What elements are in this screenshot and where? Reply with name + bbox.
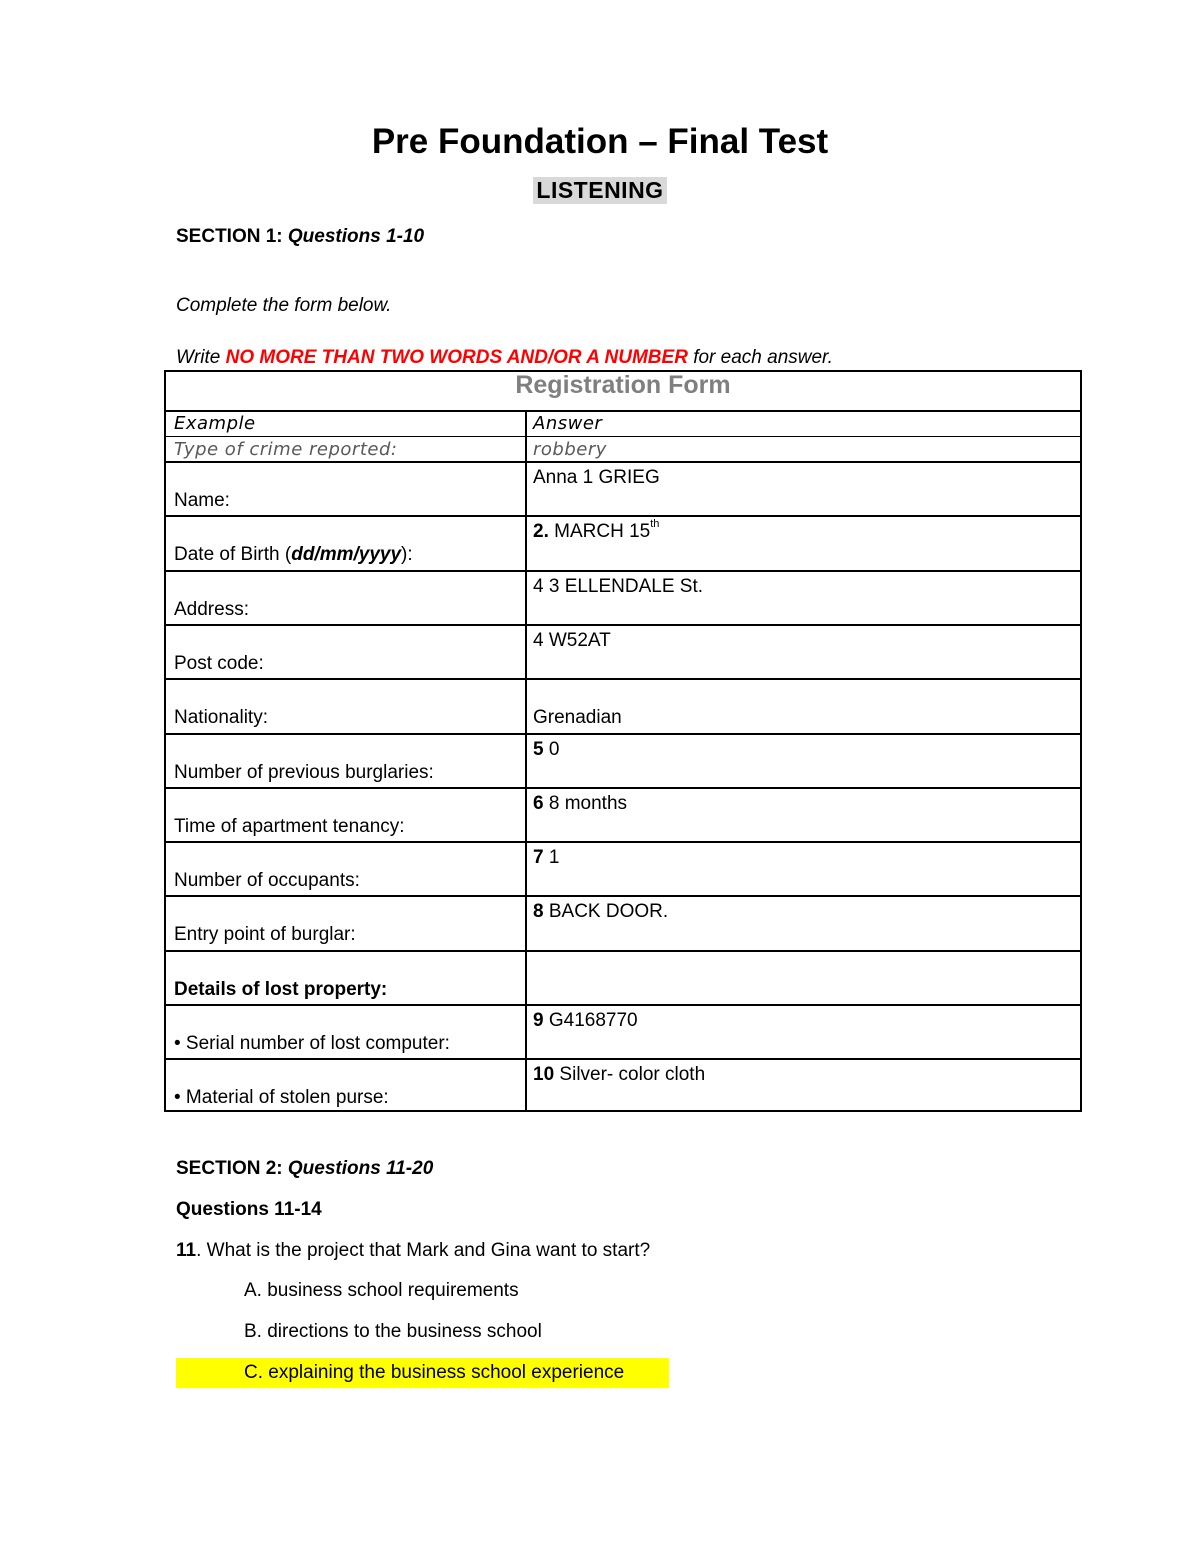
question-11: 11. What is the project that Mark and Gina want to start? (176, 1240, 651, 1261)
form-row-answer: 9 G4168770 (533, 1010, 638, 1031)
page-title: Pre Foundation – Final Test (371, 122, 829, 161)
form-row-answer: 4 3 ELLENDALE St. (533, 576, 704, 597)
section-subtitle: LISTENING (533, 177, 666, 204)
form-row-answer: 8 BACK DOOR. (533, 901, 669, 922)
example-answer: robbery (533, 439, 607, 460)
form-row-label: Entry point of burglar: (174, 924, 356, 945)
registration-form-table (164, 370, 1082, 1112)
answer-label: Answer (533, 413, 603, 434)
instruction-complete: Complete the form below. (176, 295, 392, 316)
form-row-answer: 10 Silver- color cloth (533, 1064, 706, 1085)
form-row-answer: 5 0 (533, 739, 560, 760)
form-title: Registration Form (515, 371, 731, 399)
option-a: A. business school requirements (244, 1280, 519, 1301)
form-row-answer: Grenadian (533, 707, 622, 728)
section2-label: SECTION 2: (176, 1158, 283, 1179)
form-row-answer: 6 8 months (533, 793, 628, 814)
form-row-answer: Anna 1 GRIEG (533, 467, 660, 488)
form-row-label: Address: (174, 599, 249, 620)
form-row-label: Post code: (174, 653, 264, 674)
section1-label: SECTION 1: (176, 226, 283, 247)
form-row-label: Date of Birth (dd/mm/yyyy): (174, 544, 413, 565)
section1-questions: Questions 1-10 (287, 226, 425, 247)
option-b: B. directions to the business school (244, 1321, 542, 1342)
form-row-answer: 7 1 (533, 847, 560, 868)
form-row-answer: 4 W52AT (533, 630, 611, 651)
section1-heading (176, 226, 424, 248)
section2-heading (176, 1158, 433, 1180)
form-row-label: • Material of stolen purse: (174, 1087, 389, 1108)
form-row-label: Number of previous burglaries: (174, 762, 434, 783)
form-row-label: Name: (174, 490, 230, 511)
word-limit: NO MORE THAN TWO WORDS AND/OR A NUMBER (225, 347, 688, 368)
form-row-answer: 2. MARCH 15th (533, 518, 660, 542)
form-row-label: Number of occupants: (174, 870, 360, 891)
questions-subheading: Questions 11-14 (176, 1199, 322, 1220)
option-c: C. explaining the business school experience (244, 1362, 625, 1383)
instruction-write: Write NO MORE THAN TWO WORDS AND/OR A NUMBER for each answer. (176, 347, 833, 368)
form-row-label: • Serial number of lost computer: (174, 1033, 450, 1054)
form-row-label: Time of apartment tenancy: (174, 816, 405, 837)
form-row-label: Nationality: (174, 707, 268, 728)
form-row-label: Details of lost property: (174, 979, 388, 1000)
example-label: Example (174, 413, 256, 434)
example-question: Type of crime reported: (174, 439, 398, 460)
section2-questions: Questions 11-20 (287, 1158, 434, 1179)
